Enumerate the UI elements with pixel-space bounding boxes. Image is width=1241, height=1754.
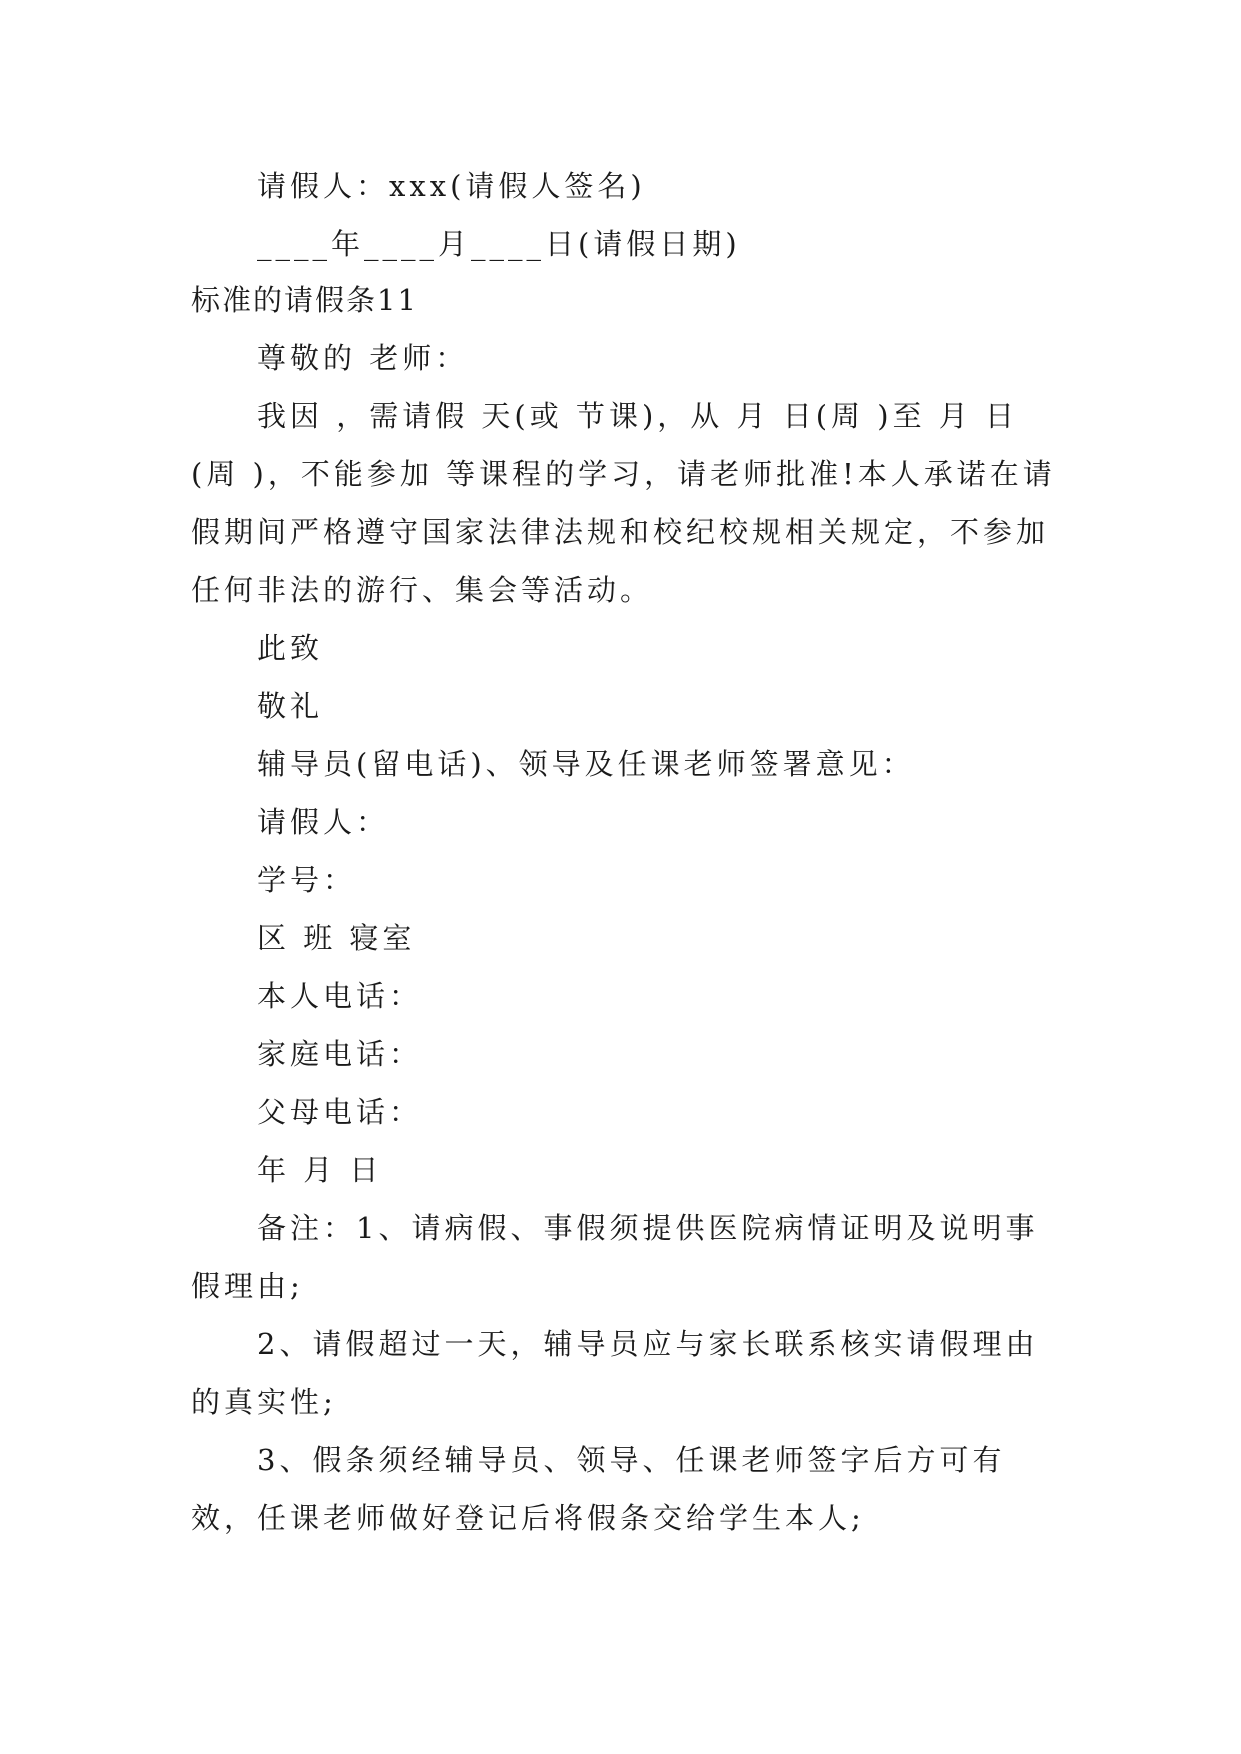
- closing-jingli: 敬礼: [257, 689, 324, 723]
- note-3: 3、假条须经辅导员、领导、任课老师签字后方可有效，任课老师做好登记后将假条交给学生本人;: [191, 1443, 1006, 1535]
- own-phone-line: 本人电话：: [257, 979, 423, 1013]
- note-2: 2、请假超过一天，辅导员应与家长联系核实请假理由的真实性;: [191, 1327, 1039, 1419]
- home-phone-line: 家庭电话：: [257, 1037, 423, 1071]
- leave-date-line: ____年____月____日(请假日期): [257, 227, 741, 261]
- salutation: 尊敬的 老师：: [257, 341, 469, 375]
- student-number-line: 学号：: [257, 863, 357, 897]
- applicant-signature-line: 请假人：xxx(请假人签名): [257, 169, 646, 203]
- applicant-line: 请假人：: [257, 805, 390, 839]
- parent-phone-line: 父母电话：: [257, 1095, 423, 1129]
- section-title: 标准的请假条11: [191, 283, 418, 317]
- opinion-line: 辅导员(留电话)、领导及任课老师签署意见：: [257, 747, 915, 781]
- note-1: 备注：1、请病假、事假须提供医院病情证明及说明事假理由;: [191, 1211, 1039, 1303]
- dorm-line: 区 班 寝室: [257, 921, 416, 955]
- closing-cizhi: 此致: [257, 631, 324, 665]
- body-paragraph: 我因 ，需请假 天(或 节课)，从 月 日(周 )至 月 日(周 )，不能参加 等课程的学习，请老师批准!本人承诺在请假期间严格遵守国家法律法规和校纪校规相关规定，不参加任何非法的游行、集会等活动。: [191, 399, 1056, 607]
- date-ymd-line: 年 月 日: [257, 1153, 383, 1187]
